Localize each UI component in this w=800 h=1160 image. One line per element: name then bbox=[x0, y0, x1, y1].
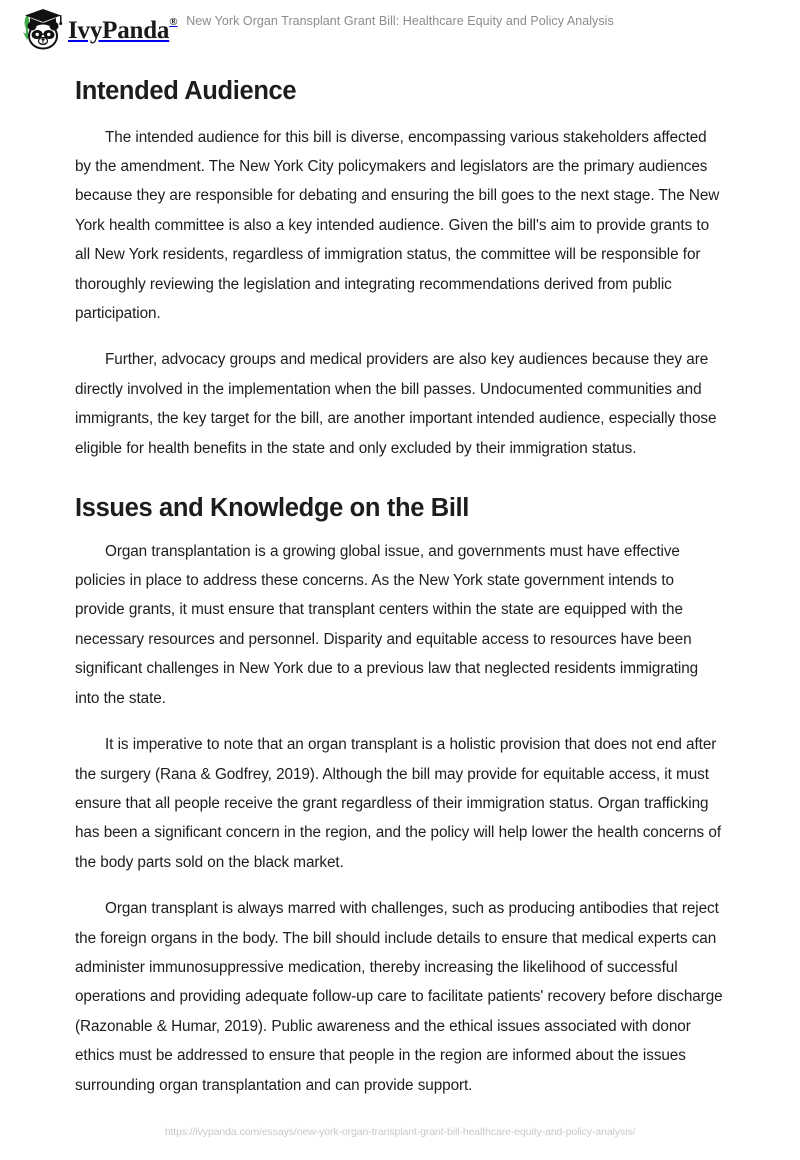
paragraph: Organ transplant is always marred with challenges, such as producing antibodies that reject the foreign organs in the body. The bill should include details to ensure that medical experts can administer immunosuppressive medication, thereby increasing the likelihood of successful operations and providing adequate follow-up care to facilitate patients' recovery before discharge (Razonable & Humar, 2019). Public awareness and the ethical issues associated with donor ethics must be addressed to ensure that people in the region are informed about the issues surrounding organ transplantation and can provide support. bbox=[75, 900, 723, 1094]
brand-registered-mark: ® bbox=[169, 16, 178, 28]
page-footer bbox=[0, 1118, 800, 1160]
brand-name: IvyPanda bbox=[68, 16, 170, 44]
article-body bbox=[75, 60, 723, 1100]
page-header bbox=[0, 0, 800, 58]
document-title: New York Organ Transplant Grant Bill: Healthcare Equity and Policy Analysis bbox=[186, 14, 614, 28]
source-url-link[interactable]: https://ivypanda.com/essays/new-york-organ-transplant-grant-bill-healthcare-equity-and-policy-analysis/ bbox=[164, 1126, 636, 1138]
section-heading-intended-audience: Intended Audience bbox=[75, 77, 297, 105]
paragraph: The intended audience for this bill is diverse, encompassing various stakeholders affected by the amendment. The New York City policymakers and legislators are the primary audiences because they are responsible for debating and ensuring the bill goes to the next stage. The New York health committee is also a key intended audience. Given the bill's aim to provide grants to all New York residents, regardless of immigration status, the committee will be responsible for thoroughly reviewing the legislation and integrating recommendations derived from public participation. bbox=[75, 128, 720, 323]
paragraph: It is imperative to note that an organ transplant is a holistic provision that does not end after the surgery (Rana & Godfrey, 2019). Although the bill may provide for equitable access, it must ensure that all people receive the grant regardless of their immigration status. Organ trafficking has been a significant concern in the region, and the policy will help lower the health concerns of the body parts sold on the black market. bbox=[75, 736, 721, 871]
paragraph: Organ transplantation is a growing global issue, and governments must have effective policies in place to address these concerns. As the New York state government intends to provide grants, it must ensure that transplant centers within the state are equipped with the necessary resources and personnel. Disparity and equitable access to resources have been significant challenges in New York due to a previous law that neglected residents immigrating into the state. bbox=[75, 542, 699, 707]
section-heading-issues-and-knowledge: Issues and Knowledge on the Bill bbox=[75, 494, 470, 523]
paragraph: Further, advocacy groups and medical providers are also key audiences because they are directly involved in the implementation when the bill passes. Undocumented communities and immigrants, the key target for the bill, are another important intended audience, especially those eligible for health benefits in the state and only excluded by their immigration status. bbox=[75, 351, 717, 457]
